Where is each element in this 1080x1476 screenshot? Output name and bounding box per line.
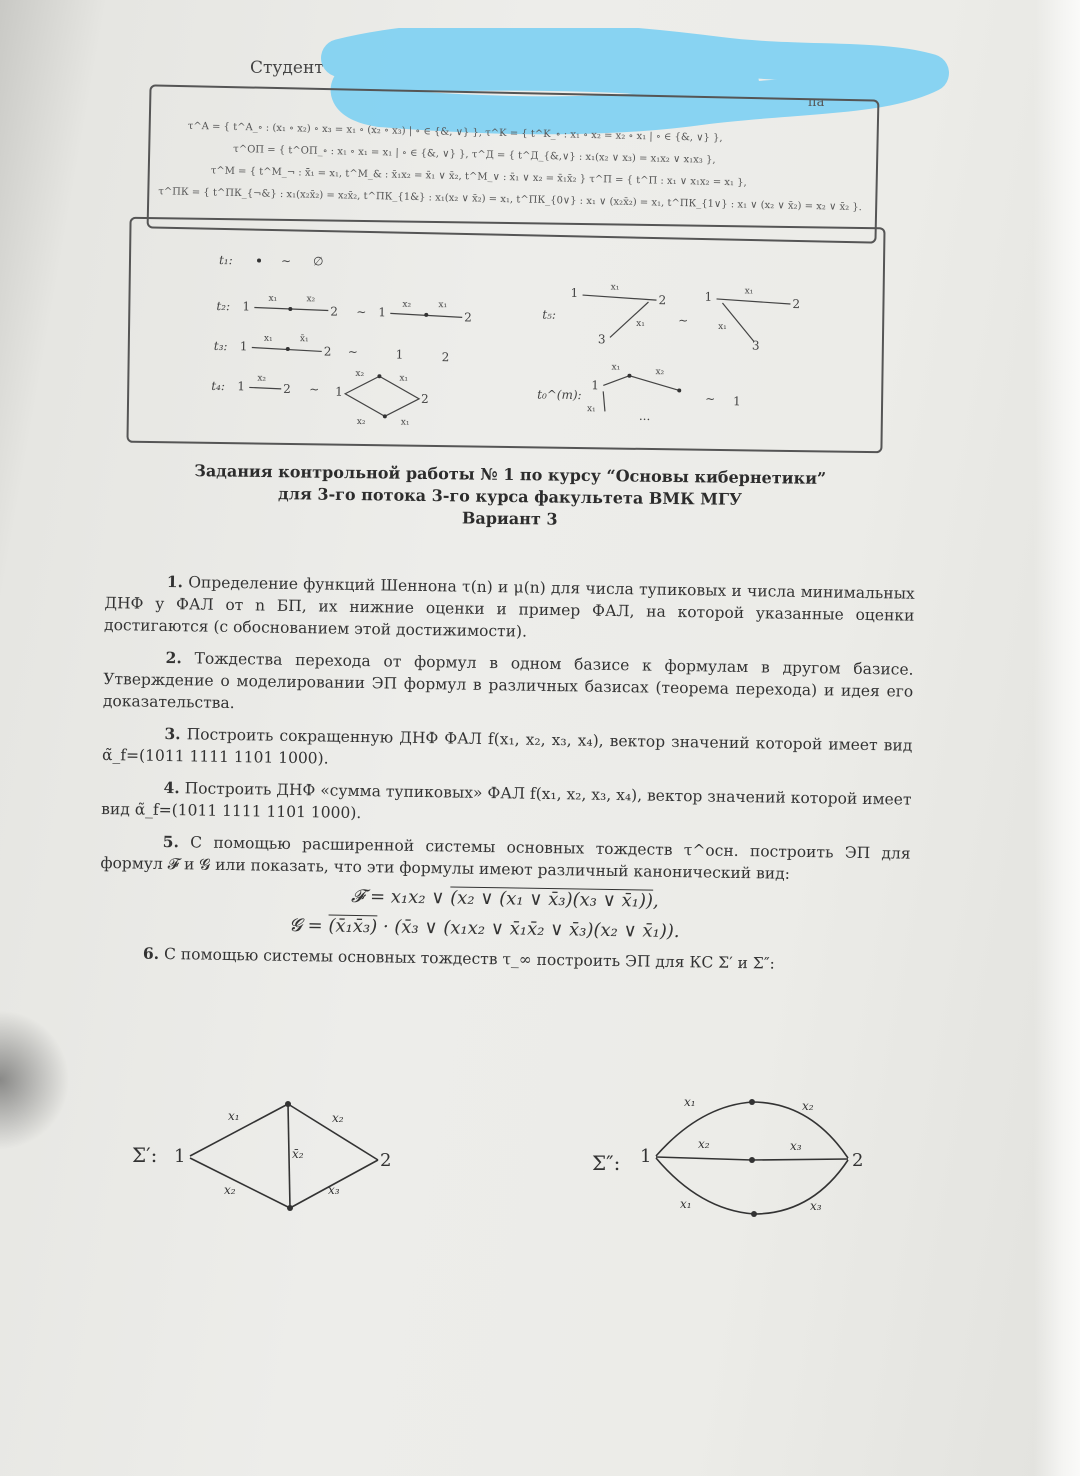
sigma-double-prime-node-1: 1 xyxy=(640,1146,652,1167)
t2-label: t₂: xyxy=(216,298,231,314)
sigma-prime-x3: x₃ xyxy=(328,1183,340,1197)
t4-top-x2: x₂ xyxy=(355,368,365,380)
t5-r-node-3: 3 xyxy=(751,338,760,353)
t5-x1-diag: x₁ xyxy=(636,318,645,329)
sigma-prime-x2-top: x₂ xyxy=(332,1111,344,1125)
t1-empty: ∅ xyxy=(312,254,324,269)
sigma-prime-node-1: 1 xyxy=(174,1146,186,1167)
t3-tilde: ~ xyxy=(347,344,358,359)
identity-line-2: τ^ОП = { t^ОП_∘ : x₁ ∘ x₁ = x₁ | ∘ ∈ {&, ∨} }, τ^Д = { t^Д_{&,∨} : x₁(x₂ ∨ x₃) = x₁x₂ ∨ x₁x₃ }, xyxy=(233,143,716,166)
t4-label: t₄: xyxy=(211,378,226,394)
t4-node-1: 1 xyxy=(237,379,245,394)
t5-r-x1-diag: x₁ xyxy=(718,321,727,333)
sigma-prime-node-2: 2 xyxy=(380,1150,392,1171)
t4-x2: x₂ xyxy=(257,373,267,384)
task-3: 3. Построить сокращенную ДНФ ФАЛ f(x₁, x₂, x₃, x₄), вектор значений которой имеет вид α̃_f=(1011 1111 1101 1000). xyxy=(101,723,913,768)
t1-node xyxy=(257,259,261,263)
student-label: Студент xyxy=(250,58,324,78)
heading-variant: Вариант 3 xyxy=(461,508,558,529)
assignment-heading xyxy=(150,460,871,535)
t5-tilde: ~ xyxy=(678,313,689,328)
sigma-double-prime-scheme xyxy=(592,1095,863,1217)
t0-r-node-1: 1 xyxy=(733,394,741,409)
t0-node-1: 1 xyxy=(591,378,600,393)
t4-r-node-1: 1 xyxy=(335,384,343,399)
t5-node-1: 1 xyxy=(570,285,579,301)
t0-tilde: ~ xyxy=(705,391,716,406)
t2-node-1: 1 xyxy=(242,299,251,314)
identities-list xyxy=(148,115,880,220)
sigma-double-prime-x1-bottom: x₁ xyxy=(680,1197,692,1211)
t5-edge-top xyxy=(583,295,657,300)
formula-G: 𝓖 = (x̄₁x̄₃) · (x̄₃ ∨ (x₁x₂ ∨ x̄₁x̄₂ ∨ x̄₃)(x₂ ∨ x̄₁)). xyxy=(289,914,680,943)
t3-r-node-2: 2 xyxy=(441,350,450,365)
network-identities-diagram xyxy=(129,221,882,449)
sigma-double-prime-x2-mid: x₂ xyxy=(698,1137,710,1151)
formula-F: 𝓕 = x₁x₂ ∨ (x₂ ∨ (x₁ ∨ x̄₃)(x₃ ∨ x̄₁)), xyxy=(350,885,659,912)
task-4: 4. Построить ДНФ «сумма тупиковых» ФАЛ f(x₁, x₂, x₃, x₄), вектор значений которой имеет вид α̃_f=(1011 1111 1101 1000). xyxy=(101,777,912,823)
t3-label: t₃: xyxy=(213,338,228,354)
t5-node-3: 3 xyxy=(597,332,606,347)
heading-line-1: Задания контрольной работы № 1 по курсу “Основы кибернетики” xyxy=(194,461,827,488)
sigma-prime-x2bar: x̄₂ xyxy=(292,1147,304,1161)
t4-top-x1: x₁ xyxy=(399,373,409,384)
t3-r-node-1: 1 xyxy=(395,347,404,362)
task-2: 2. Тождества перехода от формул в одном базисе к формулам в другом базисе. Утверждение о моделировании ЭП формул в различных базисах (теорема перехода) и идея его доказательства. xyxy=(102,647,914,713)
t3-x1bar: x̄₁ xyxy=(299,334,309,345)
t0-x2: x₂ xyxy=(655,367,665,378)
t0-dots: ... xyxy=(638,408,651,424)
t2-node-2: 2 xyxy=(330,304,339,319)
t0-x1: x₁ xyxy=(611,362,621,373)
t2-x1: x₁ xyxy=(268,293,278,304)
sigma-double-prime-x1-top: x₁ xyxy=(684,1095,696,1109)
t0-xm: x₁ xyxy=(586,404,596,415)
t4-node-2: 2 xyxy=(283,381,291,397)
t5-r-edge-top xyxy=(716,299,790,304)
t1-tilde: ~ xyxy=(280,253,292,269)
t3-node-1: 1 xyxy=(239,339,248,354)
t4-r-node-2: 2 xyxy=(421,391,429,406)
sigma-prime-scheme xyxy=(132,1101,391,1211)
task-5: 5. С помощью расширенной системы основных тождеств τ^осн. построить ЭП для формул 𝓕 и 𝓖 или показать, что эти формулы имеют различный канонический вид: xyxy=(100,831,911,883)
t5-x1: x₁ xyxy=(610,282,620,293)
sigma-double-prime-node-2: 2 xyxy=(852,1150,864,1171)
sigma-prime-x1: x₁ xyxy=(228,1109,240,1123)
t3-x1: x₁ xyxy=(263,333,273,344)
sigma-double-prime-label: Σ″: xyxy=(592,1151,621,1175)
t4-tilde: ~ xyxy=(309,382,320,397)
t3-node-2: 2 xyxy=(323,344,332,359)
t5-node-2: 2 xyxy=(658,293,667,308)
sigma-double-prime-x2-top: x₂ xyxy=(802,1099,814,1113)
contact-schemes xyxy=(0,1080,1080,1240)
identity-line-4: τ^ПК = { t^ПК_{¬&} : x₁(x₂x̄₂) = x₂x̄₂, t^ПК_{1&} : x₁(x₂ ∨ x̄₂) = x₁, t^ПК_{0∨} : x₁ ∨ (x₂x̄₂) = x₁, t^ПК_{1∨} : x₁ ∨ (x₂ ∨ x̄₂) = x₂ ∨ x̄₂ }. xyxy=(158,186,863,214)
t4-bot-x1: x₁ xyxy=(400,417,410,428)
task-1: 1. Определение функций Шеннона τ(n) и μ(n) для числа тупиковых и числа минимальных ДНФ у ФАЛ от n БП, их нижние оценки и пример ФАЛ, на которой указанные оценки достигаются (с обоснованием этой достижимости). xyxy=(103,571,915,641)
identity-line-3: τ^M = { t^M_¬ : x̄̄₁ = x₁, t^M_& : x̄₁x₂ = x̄₁ ∨ x̄₂, t^M_∨ : x̄₁ ∨ x₂ = x̄₁x̄₂ } τ^П = { t^П : x₁ ∨ x₁x₂ = x₁ }, xyxy=(210,165,747,189)
paper-edge-highlight xyxy=(1034,0,1080,1476)
sigma-double-prime-x3-mid: x₃ xyxy=(790,1139,802,1153)
t5-label: t₅: xyxy=(542,307,557,322)
heading-line-2: для 3-го потока 3-го курса факультета ВМК МГУ xyxy=(277,484,743,509)
t0-edge-c xyxy=(603,391,605,411)
task-6: 6. С помощью системы основных тождеств τ_∞ построить ЭП для КС Σ′ и Σ″: xyxy=(142,943,775,973)
t2-r-node-1: 1 xyxy=(378,305,387,320)
t2-mid-node xyxy=(288,307,292,311)
sigma-double-prime-x3-bottom: x₃ xyxy=(810,1199,822,1213)
t0-label: t₀^(m): xyxy=(537,387,582,403)
t2-r-x2: x₂ xyxy=(402,299,412,310)
t5-r-node-1: 1 xyxy=(704,289,713,304)
sigma-prime-x2-bottom: x₂ xyxy=(224,1183,236,1197)
t4-edge xyxy=(249,387,281,388)
t0-edge-b xyxy=(629,376,679,391)
task-list xyxy=(99,570,915,987)
header-fragment: па xyxy=(808,95,825,110)
t5-r-node-2: 2 xyxy=(792,297,801,312)
t1-label: t₁: xyxy=(218,253,233,268)
t3-mid-node xyxy=(286,347,290,351)
identity-line-1: τ^A = { t^A_∘ : (x₁ ∘ x₂) ∘ x₃ = x₁ ∘ (x₂ ∘ x₃) | ∘ ∈ {&, ∨} }, τ^K = { t^K_∘ : x₁ ∘ x₂ = x₂ ∘ x₁ | ∘ ∈ {&, ∨} }, xyxy=(187,120,723,144)
t4-bot-x2: x₂ xyxy=(356,416,366,428)
t2-x2: x₂ xyxy=(306,294,316,305)
t2-r-x1: x₁ xyxy=(438,300,448,311)
t2-tilde: ~ xyxy=(356,304,367,320)
t5-r-x1: x₁ xyxy=(744,286,754,297)
sigma-prime-label: Σ′: xyxy=(132,1143,158,1167)
t2-r-mid-node xyxy=(424,313,428,317)
t0-edge-a xyxy=(603,375,629,385)
t2-r-node-2: 2 xyxy=(464,310,472,325)
